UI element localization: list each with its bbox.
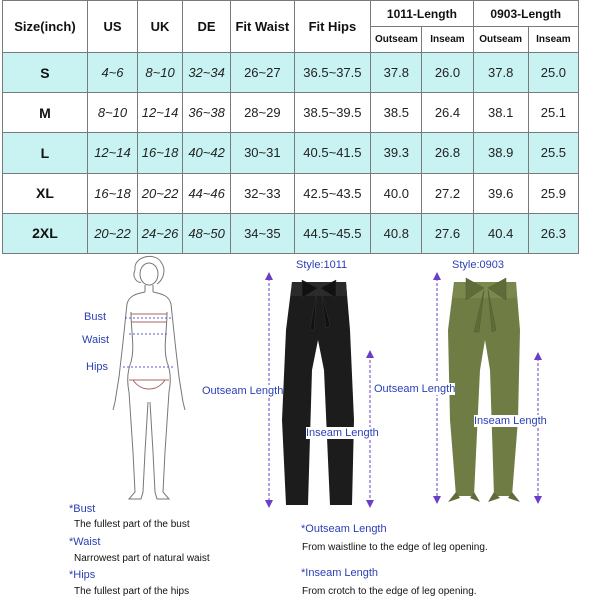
cell-inseam-0903: 25.5 [528,133,578,173]
def-outseam-text: From waistline to the edge of leg opening. [302,542,488,553]
outseam-label-0903: Outseam Length [374,383,456,395]
cell-inseam-1011: 27.2 [422,173,473,213]
header-inseam-1011: Inseam [422,27,473,53]
header-fit-hips: Fit Hips [294,1,371,53]
inseam-label-1011: Inseam Length [306,427,379,439]
table-row [3,93,579,133]
cell-us: 20~22 [87,213,137,253]
cell-inseam-0903: 26.3 [528,213,578,253]
cell-outseam-0903: 39.6 [473,173,528,213]
def-inseam-title: *Inseam Length [301,567,379,579]
cell-outseam-1011: 40.8 [371,213,422,253]
cell-outseam-0903: 38.1 [473,93,528,133]
def-inseam-text: From crotch to the edge of leg opening. [302,586,477,597]
cell-size: L [3,133,88,173]
def-waist-title: *Waist [69,536,101,548]
cell-hips: 44.5~45.5 [294,213,371,253]
cell-de: 40~42 [183,133,231,173]
table-row [3,213,579,253]
cell-inseam-1011: 27.6 [422,213,473,253]
table-row [3,133,579,173]
header-us: US [87,1,137,53]
cell-de: 32~34 [183,53,231,93]
def-hips-title: *Hips [69,569,96,581]
label-hips: Hips [86,361,109,373]
header-1011-length: 1011-Length [371,1,473,27]
header-0903-length: 0903-Length [473,1,578,27]
cell-outseam-1011: 40.0 [371,173,422,213]
cell-inseam-0903: 25.9 [528,173,578,213]
body-outline-figure [105,252,195,502]
header-outseam-1011: Outseam [371,27,422,53]
cell-hips: 40.5~41.5 [294,133,371,173]
def-bust-text: The fullest part of the bust [74,519,190,530]
cell-size: S [3,53,88,93]
cell-hips: 36.5~37.5 [294,53,371,93]
cell-uk: 16~18 [138,133,183,173]
size-chart-table [2,0,579,254]
def-bust-title: *Bust [69,503,96,515]
cell-uk: 12~14 [138,93,183,133]
header-size: Size(inch) [3,1,88,53]
header-outseam-0903: Outseam [473,27,528,53]
table-row [3,173,579,213]
cell-waist: 30~31 [231,133,294,173]
cell-de: 48~50 [183,213,231,253]
cell-inseam-1011: 26.8 [422,133,473,173]
cell-hips: 42.5~43.5 [294,173,371,213]
cell-outseam-1011: 38.5 [371,93,422,133]
style-1011-label: Style:1011 [296,259,348,271]
def-waist-text: Narrowest part of natural waist [74,553,210,564]
inseam-label-0903: Inseam Length [474,415,547,427]
def-hips-text: The fullest part of the hips [74,586,190,597]
cell-us: 12~14 [87,133,137,173]
cell-de: 44~46 [183,173,231,213]
cell-size: 2XL [3,213,88,253]
cell-us: 4~6 [87,53,137,93]
cell-us: 8~10 [87,93,137,133]
cell-inseam-0903: 25.0 [528,53,578,93]
cell-waist: 28~29 [231,93,294,133]
def-outseam-title: *Outseam Length [301,523,387,535]
label-waist: Waist [82,334,110,346]
cell-uk: 24~26 [138,213,183,253]
cell-outseam-1011: 39.3 [371,133,422,173]
label-bust: Bust [84,311,107,323]
cell-waist: 26~27 [231,53,294,93]
cell-waist: 34~35 [231,213,294,253]
header-de: DE [183,1,231,53]
cell-waist: 32~33 [231,173,294,213]
header-fit-waist: Fit Waist [231,1,294,53]
cell-inseam-1011: 26.0 [422,53,473,93]
header-inseam-0903: Inseam [528,27,578,53]
cell-size: XL [3,173,88,213]
cell-outseam-0903: 38.9 [473,133,528,173]
cell-outseam-1011: 37.8 [371,53,422,93]
table-row [3,53,579,93]
cell-size: M [3,93,88,133]
cell-hips: 38.5~39.5 [294,93,371,133]
style-0903-label: Style:0903 [452,259,504,271]
cell-outseam-0903: 37.8 [473,53,528,93]
header-uk: UK [138,1,183,53]
cell-de: 36~38 [183,93,231,133]
cell-uk: 20~22 [138,173,183,213]
cell-inseam-0903: 25.1 [528,93,578,133]
cell-outseam-0903: 40.4 [473,213,528,253]
cell-us: 16~18 [87,173,137,213]
cell-uk: 8~10 [138,53,183,93]
cell-inseam-1011: 26.4 [422,93,473,133]
outseam-label-1011: Outseam Length [202,385,284,397]
